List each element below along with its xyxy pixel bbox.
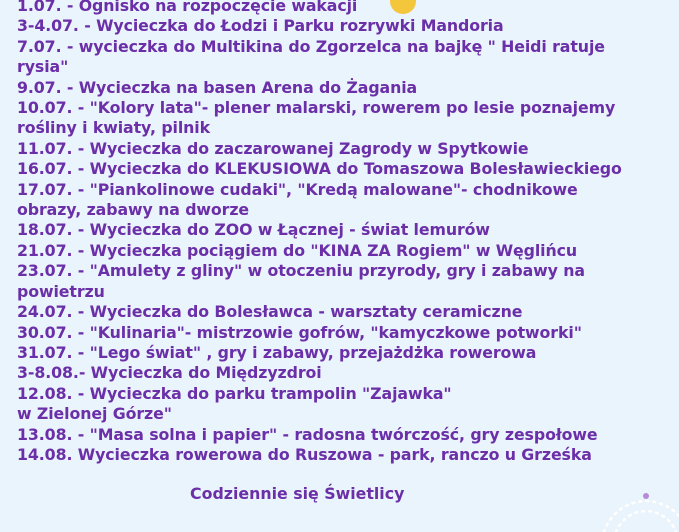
schedule-entry: 18.07. - Wycieczka do ZOO w Łącznej - świat lemurów xyxy=(17,220,490,240)
schedule-entry: 3-4.07. - Wycieczka do Łodzi i Parku rozrywki Mandoria xyxy=(17,16,504,36)
schedule-entry: 7.07. - wycieczka do Multikina do Zgorzelca na bajkę " Heidi ratuje rysia" xyxy=(17,36,605,77)
schedule-entry: 16.07. - Wycieczka do KLEKUSIOWA do Tomaszowa Bolesławieckiego xyxy=(17,159,622,179)
schedule-entry: 14.08. Wycieczka rowerowa do Ruszowa - park, ranczo u Grześka xyxy=(17,444,592,464)
schedule-entry: 31.07. - "Lego świat" , gry i zabawy, przejażdżka rowerowa xyxy=(17,342,537,362)
footer-heading: Codziennie się Świetlicy xyxy=(190,484,405,503)
schedule-entry: 21.07. - Wycieczka pociągiem do "KINA ZA Rogiem" w Węglińcu xyxy=(17,240,578,260)
activity-schedule-list xyxy=(17,0,677,465)
schedule-entry: 12.08. - Wycieczka do parku trampolin "Zajawka" w Zielonej Górze" xyxy=(17,383,452,424)
schedule-entry: 9.07. - Wycieczka na basen Arena do Żagania xyxy=(17,77,418,97)
schedule-entry: 17.07. - "Piankolinowe cudaki", "Kredą malowane"- chodnikowe obrazy, zabawy na dworze xyxy=(17,179,578,220)
schedule-entry: 3-8.08.- Wycieczka do Międzyzdroi xyxy=(17,363,322,383)
schedule-entry: 24.07. - Wycieczka do Bolesławca - warsztaty ceramiczne xyxy=(17,302,523,322)
schedule-entry: 30.07. - "Kulinaria"- mistrzowie gofrów, "kamyczkowe potworki" xyxy=(17,322,582,342)
schedule-entry: 23.07. - "Amulety z gliny" w otoczeniu przyrody, gry i zabawy na powietrzu xyxy=(17,261,585,301)
schedule-entry: 13.08. - "Masa solna i papier" - radosna twórczość, gry zespołowe xyxy=(17,424,598,444)
schedule-entry: 10.07. - "Kolory lata"- plener malarski, rowerem po lesie poznajemy rośliny i kwiaty, pilnik xyxy=(17,98,616,138)
schedule-entry: 1.07. - Ognisko na rozpoczęcie wakacji xyxy=(17,0,358,15)
schedule-entry: 11.07. - Wycieczka do zaczarowanej Zagrody w Spytkowie xyxy=(17,138,529,158)
corner-dots-decoration xyxy=(598,462,679,532)
